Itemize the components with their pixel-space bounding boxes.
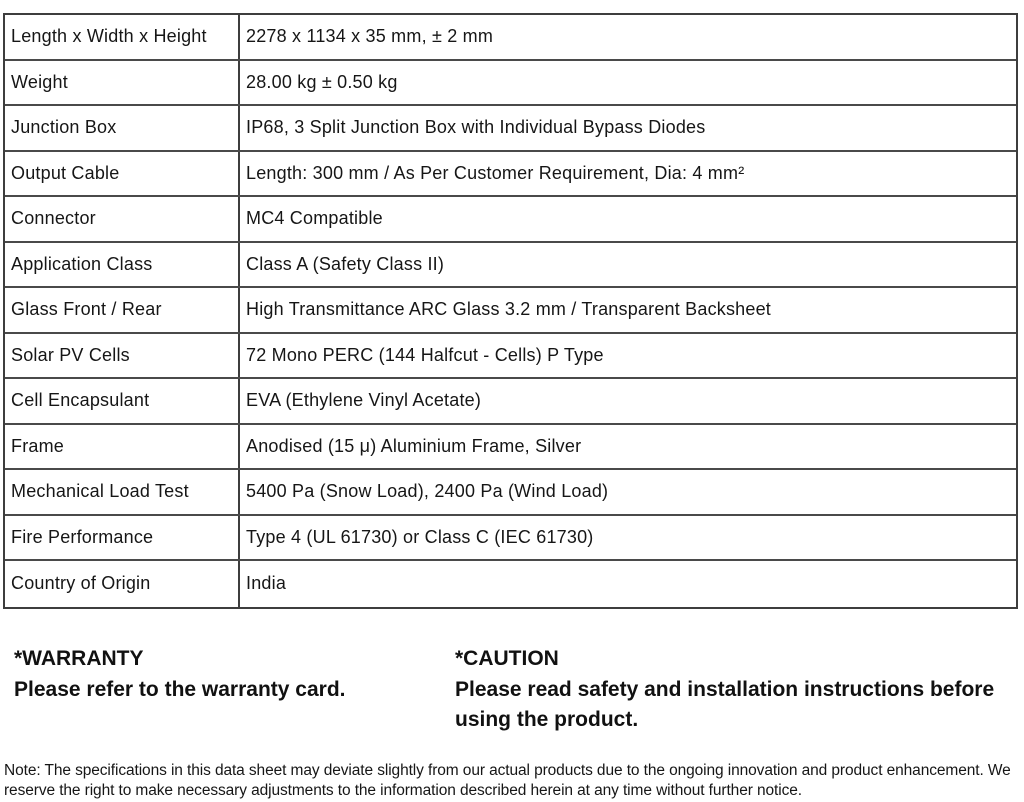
spec-value: EVA (Ethylene Vinyl Acetate) — [246, 390, 482, 411]
spec-value: India — [246, 573, 287, 594]
spec-value: MC4 Compatible — [246, 208, 383, 229]
table-row — [5, 425, 1016, 471]
spec-value: 2278 x 1134 x 35 mm, ± 2 mm — [246, 26, 494, 47]
spec-value: Class A (Safety Class II) — [246, 253, 445, 274]
table-row — [5, 288, 1016, 334]
spec-value: 5400 Pa (Snow Load), 2400 Pa (Wind Load) — [246, 481, 609, 502]
spec-label: Connector — [5, 197, 240, 241]
table-row — [5, 15, 1016, 61]
specification-table — [3, 13, 1018, 609]
spec-label: Weight — [5, 61, 240, 105]
spec-label: Cell Encapsulant — [5, 379, 240, 423]
table-row — [5, 379, 1016, 425]
spec-label: Length x Width x Height — [5, 15, 240, 59]
table-row — [5, 334, 1016, 380]
caution-notice — [455, 644, 1000, 736]
table-row — [5, 243, 1016, 289]
spec-label: Mechanical Load Test — [5, 470, 240, 514]
disclaimer-note: Note: The specifications in this data sheet may deviate slightly from our actual products due to the ongoing innovation and product enhancement. We reserve the right to make necessary adjustments to the information described herein at any time without further notice. — [4, 762, 1011, 799]
warranty-title: *WARRANTY — [14, 647, 144, 670]
spec-value: Anodised (15 μ) Aluminium Frame, Silver — [246, 435, 582, 456]
spec-label: Application Class — [5, 243, 240, 287]
table-row — [5, 197, 1016, 243]
spec-value: Type 4 (UL 61730) or Class C (IEC 61730) — [246, 526, 594, 547]
spec-value: Length: 300 mm / As Per Customer Requirement, Dia: 4 mm² — [246, 162, 745, 183]
table-row — [5, 106, 1016, 152]
table-row — [5, 561, 1016, 607]
spec-label: Output Cable — [5, 152, 240, 196]
spec-label: Frame — [5, 425, 240, 469]
spec-label: Country of Origin — [5, 561, 240, 607]
spec-label: Fire Performance — [5, 516, 240, 560]
table-row — [5, 470, 1016, 516]
spec-label: Glass Front / Rear — [5, 288, 240, 332]
caution-title: *CAUTION — [455, 647, 559, 670]
spec-value: IP68, 3 Split Junction Box with Individual Bypass Diodes — [246, 117, 706, 138]
table-row — [5, 152, 1016, 198]
spec-value: High Transmittance ARC Glass 3.2 mm / Transparent Backsheet — [246, 299, 772, 320]
warranty-text: Please refer to the warranty card. — [14, 677, 346, 701]
spec-value: 28.00 kg ± 0.50 kg — [246, 71, 398, 92]
spec-label: Junction Box — [5, 106, 240, 150]
spec-label: Solar PV Cells — [5, 334, 240, 378]
table-row — [5, 61, 1016, 107]
warranty-notice — [14, 644, 434, 705]
table-row — [5, 516, 1016, 562]
caution-text: Please read safety and installation instructions before using the product. — [455, 677, 995, 731]
spec-value: 72 Mono PERC (144 Halfcut - Cells) P Type — [246, 344, 604, 365]
